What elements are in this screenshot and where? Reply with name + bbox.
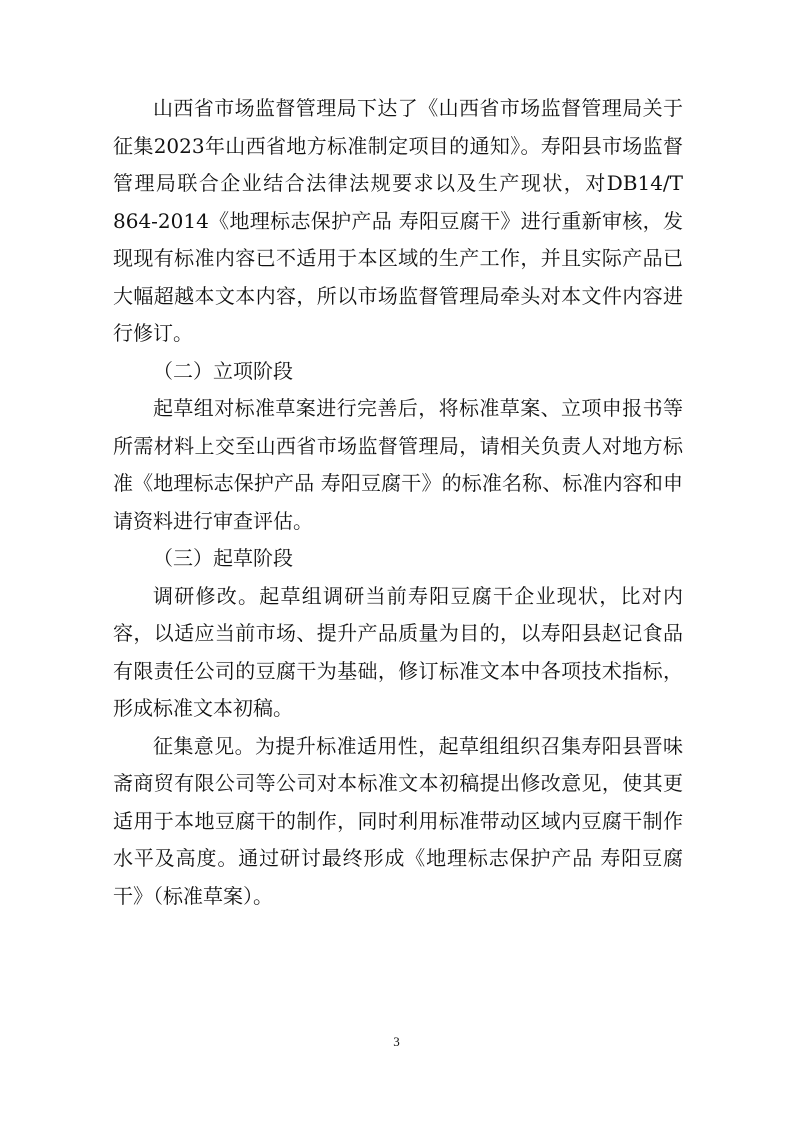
document-body bbox=[113, 90, 683, 915]
section-heading-project-approval: （二）立项阶段 bbox=[153, 358, 293, 383]
paragraph-project-approval: 起草组对标准草案进行完善后，将标准草案、立项申报书等所需材料上交至山西省市场监督管理局，请相关负责人对地方标准《地理标志保护产品 寿阳豆腐干》的标准名称、标准内容和申请资料进行审查评估。 bbox=[113, 396, 683, 533]
page-number: 3 bbox=[393, 1034, 400, 1049]
paragraph-research-revision: 调研修改。起草组调研当前寿阳豆腐干企业现状，比对内容，以适应当前市场、提升产品质量为目的，以寿阳县赵记食品有限责任公司的豆腐干为基础，修订标准文本中各项技术指标，形成标准文本初稿。 bbox=[113, 583, 683, 720]
section-heading-drafting: （三）起草阶段 bbox=[153, 546, 293, 570]
paragraph-background: 山西省市场监督管理局下达了《山西省市场监督管理局关于征集2023年山西省地方标准制定项目的通知》。寿阳县市场监督管理局联合企业结合法律法规要求以及生产现状，对DB14/T 864-2014《地理标志保护产品 寿阳豆腐干》进行重新审核，发现现有标准内容已不适用于本区域的生产工作，并且实际产品已大幅超越本文本内容，所以市场监督管理局牵头对本文件内容进行修订。 bbox=[113, 96, 683, 345]
paragraph-opinion-solicitation: 征集意见。为提升标准适用性，起草组组织召集寿阳县晋味斋商贸有限公司等公司对本标准文本初稿提出修改意见，使其更适用于本地豆腐干的制作，同时利用标准带动区域内豆腐干制作水平及高度。通过研讨最终形成《地理标志保护产品 寿阳豆腐干》（标准草案）。 bbox=[113, 733, 683, 908]
